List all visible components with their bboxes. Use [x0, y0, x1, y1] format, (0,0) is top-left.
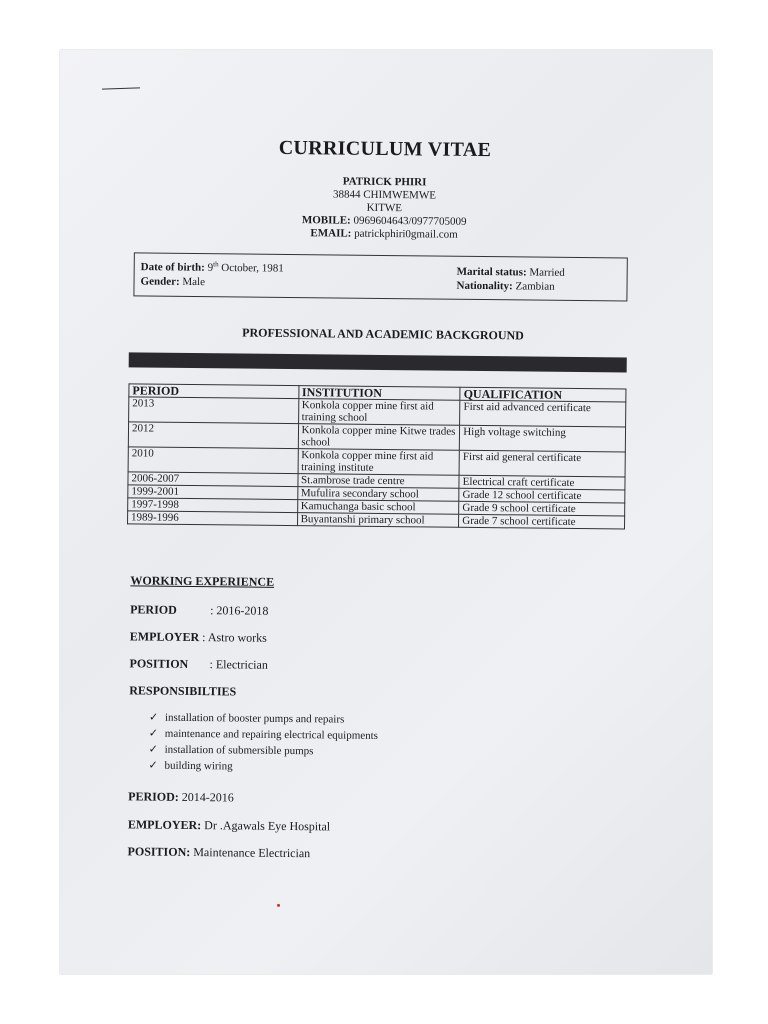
- header-institution: INSTITUTION: [298, 386, 460, 401]
- address-line-2: KITWE: [366, 201, 403, 215]
- header-qualification: QUALIFICATION: [460, 387, 626, 402]
- email-value: patrickphiri0gmail.com: [351, 227, 458, 241]
- cell-qualification: First aid general certificate: [459, 450, 625, 477]
- background-heading: PROFESSIONAL AND ACADEMIC BACKGROUND: [242, 325, 524, 343]
- education-table: [127, 383, 626, 529]
- applicant-name: PATRICK PHIRI: [342, 175, 427, 189]
- job2-position-value: Maintenance Electrician: [190, 844, 311, 861]
- nationality-line: [456, 279, 564, 294]
- address-line-1: 38844 CHIMWEMWE: [332, 188, 437, 202]
- cell-period: 2006-2007: [128, 472, 298, 487]
- personal-info-left: [140, 256, 283, 289]
- work-heading-text: WORKING EXPERIENCE: [130, 573, 275, 589]
- cv-content: [60, 50, 712, 974]
- gender-value: Male: [179, 275, 206, 288]
- cell-institution: Konkola copper mine first aid training institute: [298, 449, 460, 476]
- mobile-label: MOBILE:: [301, 214, 351, 227]
- responsibility-text: maintenance and repairing electrical equipments: [164, 727, 379, 742]
- cell-institution: St.ambrose trade centre: [297, 474, 459, 489]
- dob-sup: th: [213, 260, 219, 269]
- responsibility-text: installation of submersible pumps: [164, 743, 314, 758]
- dob-line: [141, 256, 284, 275]
- job2-position: [128, 844, 311, 861]
- job1-position-label: POSITION: [129, 656, 189, 671]
- responsibility-text: building wiring: [164, 759, 233, 773]
- gender-line: [140, 274, 283, 289]
- job1-employer-label: EMPLOYER: [129, 629, 200, 645]
- mobile-value: 0969604643/0977705009: [350, 214, 467, 228]
- cell-qualification: Grade 7 school certificate: [459, 514, 625, 529]
- cell-institution: Buyantanshi primary school: [297, 513, 459, 528]
- cell-institution: Konkola copper mine Kitwe trades school: [298, 424, 460, 451]
- check-icon: ✓: [148, 711, 159, 724]
- job1-position-value: : Electrician: [209, 657, 268, 672]
- cell-period: 2012: [128, 422, 298, 449]
- cell-period: 2010: [128, 447, 298, 474]
- check-icon: ✓: [148, 759, 158, 772]
- marital-line: [457, 265, 565, 280]
- dob-rest: October, 1981: [218, 261, 284, 275]
- contact-block: [60, 173, 711, 245]
- check-icon: ✓: [148, 727, 159, 740]
- list-item: [148, 758, 377, 776]
- responsibility-text: installation of booster pumps and repairs: [164, 711, 345, 726]
- job1-resp-heading: [129, 683, 236, 699]
- resp-heading-text: RESPONSIBILTIES: [129, 683, 237, 699]
- gender-label: Gender:: [140, 275, 180, 288]
- cell-institution: Konkola copper mine first aid training school: [298, 399, 460, 426]
- marital-label: Marital status:: [456, 265, 527, 279]
- cv-title: CURRICULUM VITAE: [278, 136, 492, 162]
- dob-day: 9: [204, 261, 214, 274]
- cell-qualification: First aid advanced certificate: [460, 400, 626, 427]
- job1-position: [129, 656, 268, 672]
- cell-period: 1999-2001: [128, 485, 298, 500]
- job2-employer-value: Dr .Agawals Eye Hospital: [201, 818, 331, 834]
- cell-period: 1997-1998: [128, 498, 298, 513]
- job1-employer: [130, 629, 267, 645]
- cell-qualification: High voltage switching: [460, 425, 626, 452]
- marital-value: Married: [526, 266, 565, 279]
- job2-employer-label: EMPLOYER:: [127, 817, 202, 833]
- cell-qualification: Electrical craft certificate: [459, 475, 625, 490]
- cell-qualification: Grade 12 school certificate: [459, 488, 625, 503]
- dob-label: Date of birth:: [140, 261, 205, 274]
- job1-period-label: PERIOD: [130, 602, 177, 617]
- responsibilities-list: [148, 710, 378, 776]
- cell-institution: Mufulira secondary school: [297, 487, 459, 502]
- job2-period-label: PERIOD:: [128, 789, 179, 804]
- nationality-label: Nationality:: [456, 279, 513, 293]
- nationality-value: Zambian: [512, 280, 555, 293]
- job2-period-value: 2014-2016: [178, 789, 234, 805]
- personal-info-right: [456, 265, 564, 294]
- ink-speck: [277, 904, 280, 907]
- document-page: [60, 50, 712, 974]
- job1-period: [130, 602, 269, 618]
- job1-period-value: : 2016-2018: [210, 603, 269, 618]
- check-icon: ✓: [148, 743, 158, 756]
- cell-period: 2013: [129, 397, 299, 424]
- cell-institution: Kamuchanga basic school: [297, 500, 459, 515]
- email-label: EMAIL:: [310, 227, 352, 240]
- section-divider-bar: [129, 352, 627, 372]
- cell-qualification: Grade 9 school certificate: [459, 501, 625, 516]
- job2-employer: [128, 817, 330, 834]
- job2-position-label: POSITION:: [127, 844, 191, 859]
- job1-employer-value: : Astro works: [202, 630, 267, 645]
- job2-period: [128, 789, 234, 805]
- personal-info-box: [133, 252, 627, 301]
- work-heading: [130, 573, 274, 590]
- header-period: PERIOD: [129, 384, 299, 399]
- cell-period: 1989-1996: [128, 511, 298, 526]
